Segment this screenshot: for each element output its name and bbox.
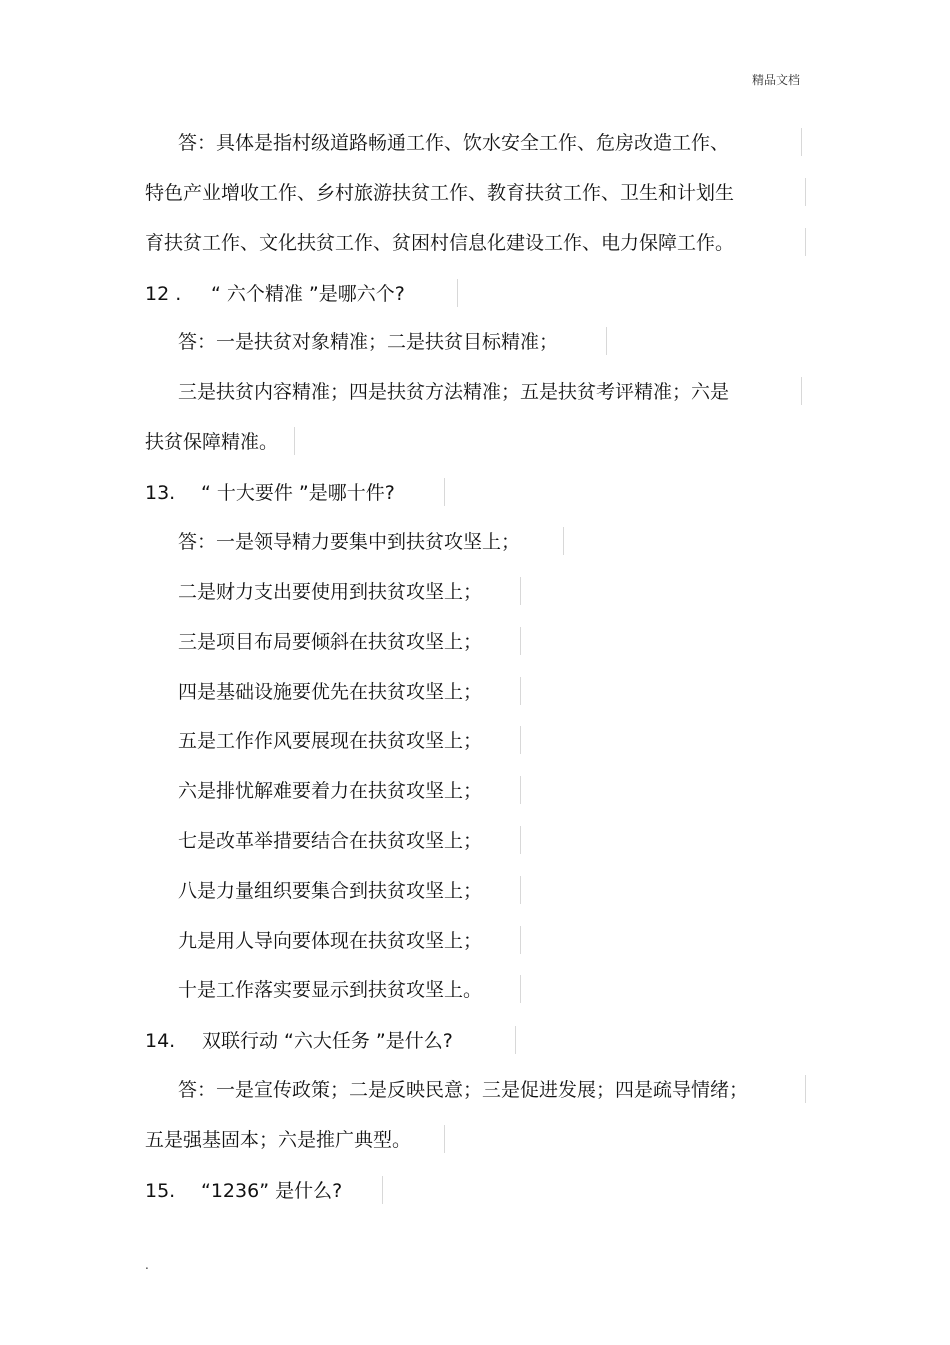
list-item: 三是项目布局要倾斜在扶贫攻坚上； [178,631,483,653]
line-divider [520,826,521,854]
question-text: “ 十大要件 ”是哪十件? [201,482,395,504]
line-divider [520,627,521,655]
list-item: 八是力量组织要集合到扶贫攻坚上； [178,880,483,902]
line-divider [801,128,802,156]
line-divider [444,1125,445,1153]
line-divider [294,427,295,455]
question-line [145,1176,342,1206]
line-divider [805,178,806,206]
line-divider [520,926,521,954]
footer-mark: . [145,1258,149,1272]
list-item: 九是用人导向要体现在扶贫攻坚上； [178,930,483,952]
list-item: 十是工作落实要显示到扶贫攻坚上。 [178,979,483,1001]
line-divider [520,677,521,705]
line-divider [805,228,806,256]
answer-line: 特色产业增收工作、乡村旅游扶贫工作、教育扶贫工作、卫生和计划生 [145,182,735,204]
question-line [145,478,395,508]
question-number: 15. [145,1180,176,1202]
line-divider [457,279,458,307]
answer-line: 答：具体是指村级道路畅通工作、饮水安全工作、危房改造工作、 [178,132,730,154]
question-number: 13. [145,482,176,504]
line-divider [515,1026,516,1054]
line-divider [382,1176,383,1204]
line-divider [444,478,445,506]
line-divider [520,876,521,904]
question-text: “1236” 是什么? [201,1180,343,1202]
answer-line: 答：一是扶贫对象精准；二是扶贫目标精准； [178,331,559,353]
question-line [145,279,405,309]
line-divider [801,377,802,405]
question-text: 双联行动 “六大任务 ”是什么? [202,1030,453,1052]
line-divider [606,327,607,355]
answer-line: 扶贫保障精准。 [145,431,279,453]
line-divider [520,975,521,1003]
answer-line: 五是强基固本；六是推广典型。 [145,1129,412,1151]
list-item: 六是排忧解难要着力在扶贫攻坚上； [178,780,483,802]
answer-line: 育扶贫工作、文化扶贫工作、贫困村信息化建设工作、电力保障工作。 [145,232,735,254]
question-line [145,1026,453,1056]
line-divider [563,527,564,555]
answer-line: 答：一是宣传政策；二是反映民意；三是促进发展；四是疏导情绪； [178,1079,749,1101]
question-text: “ 六个精准 ”是哪六个? [211,283,405,305]
list-item: 五是工作作风要展现在扶贫攻坚上； [178,730,483,752]
question-number: 14. [145,1030,176,1052]
line-divider [520,577,521,605]
line-divider [520,726,521,754]
answer-line: 答：一是领导精力要集中到扶贫攻坚上； [178,531,521,553]
question-number: 12 . [145,283,182,305]
line-divider [805,1075,806,1103]
list-item: 二是财力支出要使用到扶贫攻坚上； [178,581,483,603]
header-label: 精品文档 [752,73,801,87]
answer-line: 三是扶贫内容精准；四是扶贫方法精准；五是扶贫考评精准；六是 [178,381,730,403]
list-item: 四是基础设施要优先在扶贫攻坚上； [178,681,483,703]
line-divider [520,776,521,804]
list-item: 七是改革举措要结合在扶贫攻坚上； [178,830,483,852]
